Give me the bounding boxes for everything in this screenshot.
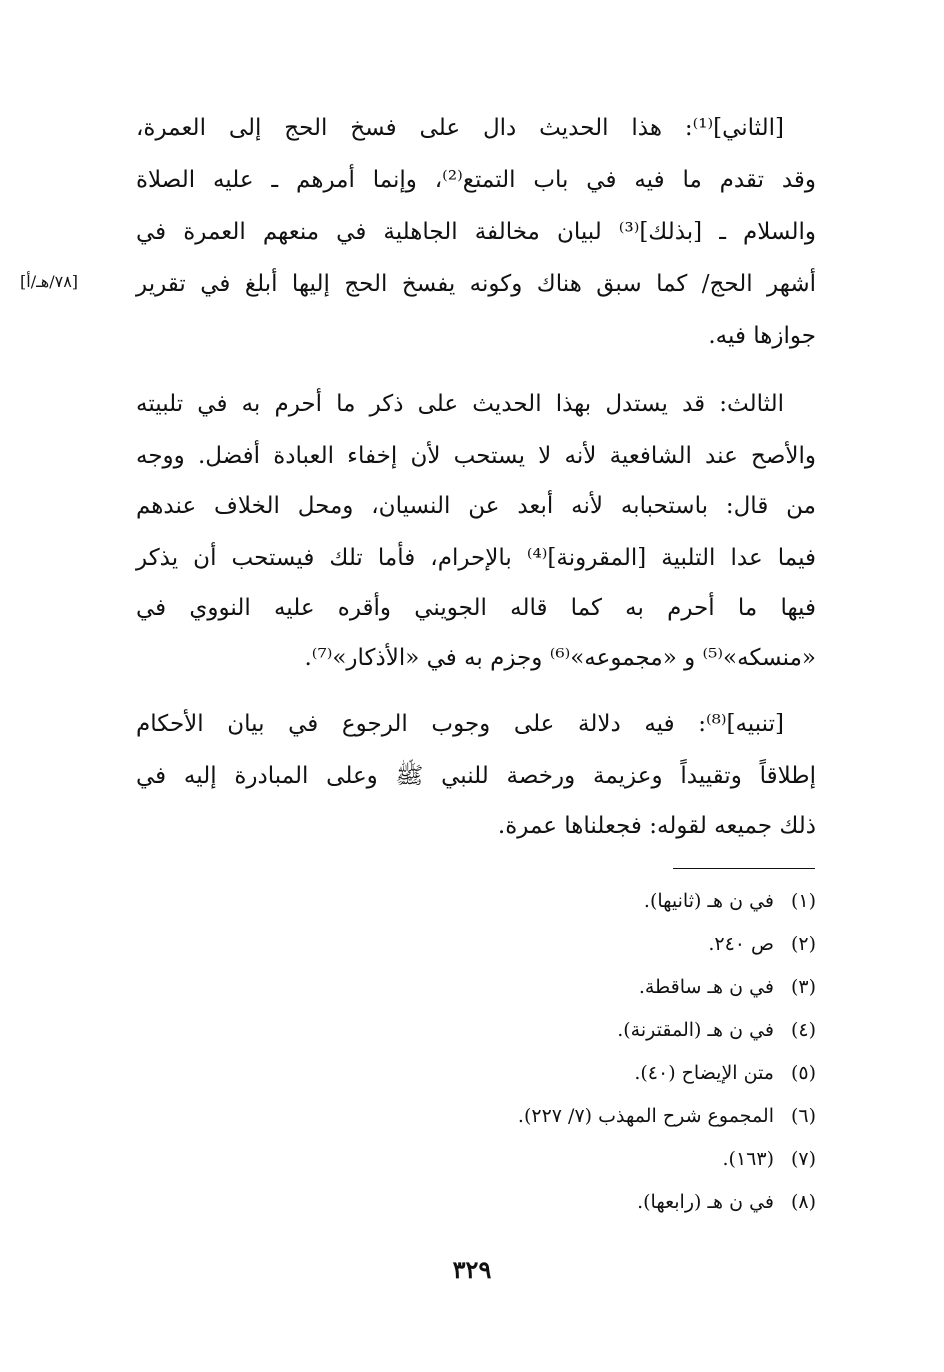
body-line: [تنبيه]⁽⁸⁾: فيه دلالة على وجوب الرجوع في بيان الأحكام: [136, 711, 784, 737]
body-line: إطلاقاً وتقييداً وعزيمة ورخصة للنبي ﷺ وعلى المبادرة إليه في: [136, 763, 816, 789]
footnote: [518, 1101, 816, 1131]
body-line: والأصح عند الشافعية لأنه لا يستحب لأن إخفاء العبادة أفضل. ووجه: [136, 443, 816, 469]
body-line: أشهر الحج/ كما سبق هناك وكونه يفسخ الحج إليها أبلغ في تقرير: [136, 271, 816, 297]
footnote-number: (٦): [790, 1105, 816, 1127]
body-line: جوازها فيه.: [708, 323, 816, 349]
footnote-text: في ن هـ (المقترنة).: [617, 1019, 774, 1041]
footnote-text: المجموع شرح المهذب (٧/ ٢٢٧).: [517, 1105, 774, 1127]
footnote-number: (٧): [790, 1148, 816, 1170]
footnote-number: (٨): [790, 1191, 816, 1213]
footnote: [634, 1058, 816, 1088]
body-line: وقد تقدم ما فيه في باب التمتع⁽²⁾، وإنما أمرهم ـ عليه الصلاة: [136, 167, 816, 193]
footnote-number: (٣): [790, 976, 816, 998]
body-line: «منسكه»⁽⁵⁾ و «مجموعه»⁽⁶⁾ وجزم به في «الأذكار»⁽⁷⁾.: [304, 645, 816, 671]
footnote: [639, 972, 816, 1002]
body-line: فيما عدا التلبية [المقرونة]⁽⁴⁾ بالإحرام، فأما تلك فيستحب أن يذكر: [136, 545, 817, 571]
footnote-text: ص ٢٤٠.: [708, 933, 774, 955]
body-line: والسلام ـ [بذلك]⁽³⁾ لبيان مخالفة الجاهلية في منعهم العمرة في: [136, 219, 817, 245]
footnote-text: في ن هـ (ثانيها).: [643, 890, 774, 912]
footnote-number: (٤): [790, 1019, 816, 1041]
body-line: ذلك جميعه لقوله: فجعلناها عمرة.: [497, 813, 816, 839]
footnote-text: في ن هـ (رابعها).: [637, 1191, 774, 1213]
body-line: [الثاني]⁽¹⁾: هذا الحديث دال على فسخ الحج إلى العمرة،: [136, 115, 784, 141]
body-line: من قال: باستحبابه لأنه أبعد عن النسيان، ومحل الخلاف عندهم: [136, 493, 816, 519]
body-line: فيها ما أحرم به كما قاله الجويني وأقره عليه النووي في: [136, 595, 816, 621]
footnote-number: (١): [790, 890, 816, 912]
body-line: الثالث: قد يستدل بهذا الحديث على ذكر ما أحرم به في تلبيته: [136, 391, 784, 417]
footnote: [708, 929, 816, 959]
footnote-text: (١٦٣).: [722, 1148, 774, 1170]
footnote: [644, 886, 816, 916]
footnote-text: في ن هـ ساقطة.: [638, 976, 774, 998]
footnote-text: متن الإيضاح (٤٠).: [634, 1062, 774, 1084]
footnote: [723, 1144, 817, 1174]
footnote: [637, 1187, 816, 1217]
page-number: ٣٢٩: [452, 1255, 492, 1284]
footnote-separator: [673, 868, 815, 869]
footnote-number: (٢): [790, 933, 816, 955]
footnote-number: (٥): [790, 1062, 816, 1084]
manuscript-folio-note: [٧٨/هـ/أ]: [20, 272, 79, 291]
footnote: [617, 1015, 816, 1045]
